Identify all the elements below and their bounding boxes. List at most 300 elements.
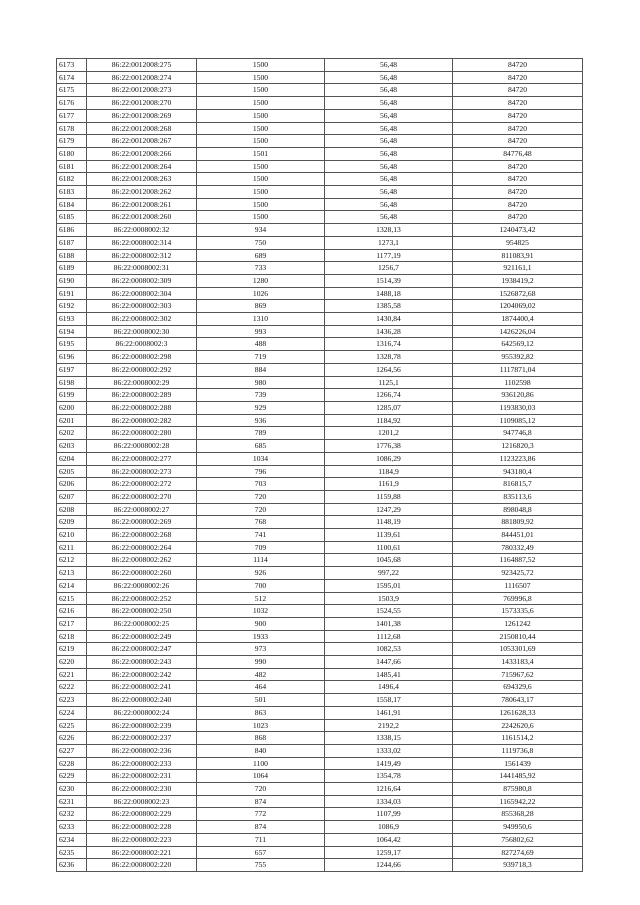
cadastral-number: 86:22:0008002:298 — [87, 351, 197, 364]
cadastral-value: 1165942,22 — [453, 795, 583, 808]
unit-value: 1436,28 — [325, 325, 453, 338]
cadastral-value: 1102598 — [453, 376, 583, 389]
cadastral-value: 642569,12 — [453, 338, 583, 351]
area-value: 1500 — [197, 173, 325, 186]
cadastral-number: 86:22:0008002:277 — [87, 452, 197, 465]
cadastral-value: 84720 — [453, 160, 583, 173]
cadastral-value: 855368,28 — [453, 808, 583, 821]
cadastral-number: 86:22:0012008:275 — [87, 59, 197, 72]
cadastral-number: 86:22:0008002:26 — [87, 579, 197, 592]
area-value: 980 — [197, 376, 325, 389]
table-row — [57, 338, 583, 351]
table-row — [57, 833, 583, 846]
unit-value: 1401,38 — [325, 617, 453, 630]
area-value: 1500 — [197, 186, 325, 199]
unit-value: 1148,19 — [325, 516, 453, 529]
cadastral-value: 756802,62 — [453, 833, 583, 846]
cadastral-value: 923425,72 — [453, 567, 583, 580]
row-number: 6219 — [57, 643, 87, 656]
cadastral-value: 84720 — [453, 71, 583, 84]
cadastral-number: 86:22:0008002:260 — [87, 567, 197, 580]
unit-value: 56,48 — [325, 84, 453, 97]
unit-value: 1064,42 — [325, 833, 453, 846]
row-number: 6230 — [57, 783, 87, 796]
row-number: 6183 — [57, 186, 87, 199]
area-value: 990 — [197, 656, 325, 669]
row-number: 6192 — [57, 300, 87, 313]
area-value: 1500 — [197, 198, 325, 211]
table-row — [57, 300, 583, 313]
cadastral-number: 86:22:0012008:260 — [87, 211, 197, 224]
row-number: 6187 — [57, 236, 87, 249]
table-row — [57, 605, 583, 618]
row-number: 6186 — [57, 224, 87, 237]
row-number: 6189 — [57, 262, 87, 275]
table-row — [57, 656, 583, 669]
row-number: 6223 — [57, 694, 87, 707]
table-row — [57, 389, 583, 402]
cadastral-number: 86:22:0008002:249 — [87, 630, 197, 643]
row-number: 6195 — [57, 338, 87, 351]
table-row — [57, 668, 583, 681]
area-value: 874 — [197, 821, 325, 834]
area-value: 700 — [197, 579, 325, 592]
unit-value: 1485,41 — [325, 668, 453, 681]
row-number: 6215 — [57, 592, 87, 605]
unit-value: 1328,78 — [325, 351, 453, 364]
cadastral-number: 86:22:0008002:220 — [87, 859, 197, 872]
table-row — [57, 846, 583, 859]
row-number: 6197 — [57, 363, 87, 376]
row-number: 6203 — [57, 440, 87, 453]
unit-value: 56,48 — [325, 97, 453, 110]
cadastral-number: 86:22:0012008:264 — [87, 160, 197, 173]
table-row — [57, 770, 583, 783]
row-number: 6204 — [57, 452, 87, 465]
area-value: 750 — [197, 236, 325, 249]
unit-value: 1086,9 — [325, 821, 453, 834]
cadastral-number: 86:22:0008002:304 — [87, 287, 197, 300]
cadastral-value: 954825 — [453, 236, 583, 249]
unit-value: 1333,02 — [325, 744, 453, 757]
area-value: 1100 — [197, 757, 325, 770]
cadastral-number: 86:22:0012008:268 — [87, 122, 197, 135]
unit-value: 1259,17 — [325, 846, 453, 859]
cadastral-number: 86:22:0008002:236 — [87, 744, 197, 757]
row-number: 6214 — [57, 579, 87, 592]
cadastral-value: 844451,01 — [453, 529, 583, 542]
row-number: 6199 — [57, 389, 87, 402]
unit-value: 1488,18 — [325, 287, 453, 300]
cadastral-number: 86:22:0008002:309 — [87, 274, 197, 287]
area-value: 789 — [197, 427, 325, 440]
unit-value: 1430,84 — [325, 313, 453, 326]
row-number: 6176 — [57, 97, 87, 110]
area-value: 796 — [197, 465, 325, 478]
row-number: 6222 — [57, 681, 87, 694]
cadastral-number: 86:22:0008002:241 — [87, 681, 197, 694]
cadastral-value: 1261242 — [453, 617, 583, 630]
row-number: 6191 — [57, 287, 87, 300]
row-number: 6234 — [57, 833, 87, 846]
table-row — [57, 97, 583, 110]
row-number: 6201 — [57, 414, 87, 427]
cadastral-value: 715967,62 — [453, 668, 583, 681]
cadastral-value: 943180,4 — [453, 465, 583, 478]
row-number: 6208 — [57, 503, 87, 516]
unit-value: 1419,49 — [325, 757, 453, 770]
cadastral-value: 1216820,3 — [453, 440, 583, 453]
row-number: 6207 — [57, 490, 87, 503]
table-row — [57, 262, 583, 275]
area-value: 973 — [197, 643, 325, 656]
table-row — [57, 198, 583, 211]
unit-value: 1316,74 — [325, 338, 453, 351]
cadastral-value: 84720 — [453, 122, 583, 135]
area-value: 869 — [197, 300, 325, 313]
cadastral-number: 86:22:0008002:23 — [87, 795, 197, 808]
cadastral-value: 811083,91 — [453, 249, 583, 262]
cadastral-value: 936120,86 — [453, 389, 583, 402]
area-value: 711 — [197, 833, 325, 846]
table-row — [57, 681, 583, 694]
area-value: 934 — [197, 224, 325, 237]
table-row — [57, 224, 583, 237]
row-number: 6184 — [57, 198, 87, 211]
area-value: 720 — [197, 503, 325, 516]
area-value: 703 — [197, 478, 325, 491]
area-value: 755 — [197, 859, 325, 872]
area-value: 1026 — [197, 287, 325, 300]
table-row — [57, 147, 583, 160]
table-row — [57, 313, 583, 326]
area-value: 1500 — [197, 71, 325, 84]
unit-value: 1184,9 — [325, 465, 453, 478]
table-row — [57, 135, 583, 148]
cadastral-value: 1426226,04 — [453, 325, 583, 338]
table-row — [57, 630, 583, 643]
row-number: 6188 — [57, 249, 87, 262]
cadastral-number: 86:22:0008002:233 — [87, 757, 197, 770]
area-value: 482 — [197, 668, 325, 681]
unit-value: 1256,7 — [325, 262, 453, 275]
area-value: 741 — [197, 529, 325, 542]
area-value: 840 — [197, 744, 325, 757]
unit-value: 56,48 — [325, 211, 453, 224]
table-row — [57, 236, 583, 249]
cadastral-value: 769996,8 — [453, 592, 583, 605]
table-row — [57, 744, 583, 757]
area-value: 1501 — [197, 147, 325, 160]
cadastral-value: 947746,8 — [453, 427, 583, 440]
area-value: 739 — [197, 389, 325, 402]
unit-value: 1496,4 — [325, 681, 453, 694]
cadastral-number: 86:22:0008002:32 — [87, 224, 197, 237]
unit-value: 56,48 — [325, 71, 453, 84]
cadastral-value: 1119736,8 — [453, 744, 583, 757]
cadastral-value: 1116507 — [453, 579, 583, 592]
row-number: 6181 — [57, 160, 87, 173]
area-value: 501 — [197, 694, 325, 707]
cadastral-number: 86:22:0008002:25 — [87, 617, 197, 630]
cadastral-value: 816815,7 — [453, 478, 583, 491]
row-number: 6179 — [57, 135, 87, 148]
area-value: 488 — [197, 338, 325, 351]
cadastral-number: 86:22:0008002:242 — [87, 668, 197, 681]
unit-value: 1447,66 — [325, 656, 453, 669]
table-row — [57, 795, 583, 808]
row-number: 6193 — [57, 313, 87, 326]
unit-value: 1328,13 — [325, 224, 453, 237]
cadastral-value: 1161514,2 — [453, 732, 583, 745]
row-number: 6194 — [57, 325, 87, 338]
row-number: 6182 — [57, 173, 87, 186]
area-value: 709 — [197, 541, 325, 554]
row-number: 6216 — [57, 605, 87, 618]
table-row — [57, 516, 583, 529]
table-row — [57, 757, 583, 770]
cadastral-number: 86:22:0008002:250 — [87, 605, 197, 618]
cadastral-number: 86:22:0008002:221 — [87, 846, 197, 859]
unit-value: 1139,61 — [325, 529, 453, 542]
area-value: 1500 — [197, 135, 325, 148]
cadastral-value: 1117871,04 — [453, 363, 583, 376]
row-number: 6177 — [57, 109, 87, 122]
area-value: 936 — [197, 414, 325, 427]
cadastral-value: 84720 — [453, 211, 583, 224]
cadastral-value: 1193830,03 — [453, 401, 583, 414]
table-row — [57, 643, 583, 656]
row-number: 6211 — [57, 541, 87, 554]
cadastral-value: 1938419,2 — [453, 274, 583, 287]
cadastral-value: 1123223,86 — [453, 452, 583, 465]
table-row — [57, 274, 583, 287]
cadastral-value: 875980,8 — [453, 783, 583, 796]
area-value: 719 — [197, 351, 325, 364]
cadastral-number: 86:22:0008002:3 — [87, 338, 197, 351]
table-row — [57, 465, 583, 478]
area-value: 1310 — [197, 313, 325, 326]
area-value: 874 — [197, 795, 325, 808]
unit-value: 1385,58 — [325, 300, 453, 313]
unit-value: 1086,29 — [325, 452, 453, 465]
table-row — [57, 376, 583, 389]
table-row — [57, 821, 583, 834]
unit-value: 1125,1 — [325, 376, 453, 389]
row-number: 6174 — [57, 71, 87, 84]
row-number: 6185 — [57, 211, 87, 224]
table-row — [57, 859, 583, 872]
cadastral-number: 86:22:0008002:303 — [87, 300, 197, 313]
cadastral-number: 86:22:0012008:261 — [87, 198, 197, 211]
unit-value: 1177,19 — [325, 249, 453, 262]
table-row — [57, 452, 583, 465]
unit-value: 1112,68 — [325, 630, 453, 643]
table-row — [57, 694, 583, 707]
table-row — [57, 160, 583, 173]
row-number: 6180 — [57, 147, 87, 160]
unit-value: 1184,92 — [325, 414, 453, 427]
table-row — [57, 59, 583, 72]
area-value: 929 — [197, 401, 325, 414]
cadastral-number: 86:22:0008002:239 — [87, 719, 197, 732]
cadastral-value: 780332,49 — [453, 541, 583, 554]
cadastral-value: 84720 — [453, 84, 583, 97]
cadastral-value-table — [56, 58, 583, 872]
cadastral-number: 86:22:0008002:264 — [87, 541, 197, 554]
unit-value: 1595,01 — [325, 579, 453, 592]
unit-value: 1354,78 — [325, 770, 453, 783]
row-number: 6221 — [57, 668, 87, 681]
table-row — [57, 732, 583, 745]
row-number: 6175 — [57, 84, 87, 97]
table-row — [57, 211, 583, 224]
row-number: 6236 — [57, 859, 87, 872]
cadastral-value: 1561439 — [453, 757, 583, 770]
cadastral-number: 86:22:0008002:29 — [87, 376, 197, 389]
table-row — [57, 783, 583, 796]
unit-value: 1159,88 — [325, 490, 453, 503]
cadastral-value: 84720 — [453, 135, 583, 148]
unit-value: 1264,56 — [325, 363, 453, 376]
cadastral-number: 86:22:0012008:263 — [87, 173, 197, 186]
cadastral-number: 86:22:0008002:231 — [87, 770, 197, 783]
cadastral-value: 84720 — [453, 173, 583, 186]
area-value: 1933 — [197, 630, 325, 643]
cadastral-number: 86:22:0008002:268 — [87, 529, 197, 542]
table-row — [57, 617, 583, 630]
cadastral-number: 86:22:0008002:273 — [87, 465, 197, 478]
table-row — [57, 478, 583, 491]
row-number: 6232 — [57, 808, 87, 821]
cadastral-value: 84720 — [453, 97, 583, 110]
cadastral-value: 835113,6 — [453, 490, 583, 503]
area-value: 1032 — [197, 605, 325, 618]
cadastral-number: 86:22:0008002:240 — [87, 694, 197, 707]
cadastral-value: 1109085,12 — [453, 414, 583, 427]
unit-value: 1100,61 — [325, 541, 453, 554]
table-row — [57, 490, 583, 503]
row-number: 6200 — [57, 401, 87, 414]
table-row — [57, 592, 583, 605]
area-value: 926 — [197, 567, 325, 580]
table-row — [57, 71, 583, 84]
cadastral-number: 86:22:0012008:270 — [87, 97, 197, 110]
table-row — [57, 503, 583, 516]
cadastral-value: 881809,92 — [453, 516, 583, 529]
table-row — [57, 541, 583, 554]
unit-value: 56,48 — [325, 109, 453, 122]
area-value: 1500 — [197, 97, 325, 110]
cadastral-value: 694329,6 — [453, 681, 583, 694]
unit-value: 56,48 — [325, 160, 453, 173]
cadastral-value: 827274,69 — [453, 846, 583, 859]
table-row — [57, 719, 583, 732]
table-row — [57, 706, 583, 719]
cadastral-number: 86:22:0008002:252 — [87, 592, 197, 605]
table-row — [57, 122, 583, 135]
table-row — [57, 173, 583, 186]
cadastral-value: 84776,48 — [453, 147, 583, 160]
unit-value: 1524,55 — [325, 605, 453, 618]
cadastral-number: 86:22:0008002:237 — [87, 732, 197, 745]
cadastral-value: 1874400,4 — [453, 313, 583, 326]
cadastral-value: 1261628,33 — [453, 706, 583, 719]
row-number: 6173 — [57, 59, 87, 72]
cadastral-value: 955392,82 — [453, 351, 583, 364]
table-row — [57, 325, 583, 338]
cadastral-value: 84720 — [453, 59, 583, 72]
table-row — [57, 440, 583, 453]
cadastral-number: 86:22:0008002:292 — [87, 363, 197, 376]
area-value: 884 — [197, 363, 325, 376]
table-row — [57, 554, 583, 567]
table-row — [57, 579, 583, 592]
unit-value: 1161,9 — [325, 478, 453, 491]
row-number: 6212 — [57, 554, 87, 567]
row-number: 6178 — [57, 122, 87, 135]
row-number: 6205 — [57, 465, 87, 478]
cadastral-value: 1433183,4 — [453, 656, 583, 669]
cadastral-number: 86:22:0008002:289 — [87, 389, 197, 402]
cadastral-value: 84720 — [453, 186, 583, 199]
cadastral-value: 921161,1 — [453, 262, 583, 275]
area-value: 1500 — [197, 160, 325, 173]
area-value: 720 — [197, 490, 325, 503]
cadastral-value: 1053301,69 — [453, 643, 583, 656]
table-row — [57, 109, 583, 122]
area-value: 1500 — [197, 59, 325, 72]
area-value: 1023 — [197, 719, 325, 732]
cadastral-number: 86:22:0008002:243 — [87, 656, 197, 669]
unit-value: 56,48 — [325, 135, 453, 148]
cadastral-value: 84720 — [453, 109, 583, 122]
unit-value: 1273,1 — [325, 236, 453, 249]
table-row — [57, 363, 583, 376]
row-number: 6209 — [57, 516, 87, 529]
area-value: 1064 — [197, 770, 325, 783]
cadastral-number: 86:22:0012008:274 — [87, 71, 197, 84]
cadastral-number: 86:22:0008002:247 — [87, 643, 197, 656]
cadastral-number: 86:22:0008002:30 — [87, 325, 197, 338]
table-row — [57, 427, 583, 440]
cadastral-number: 86:22:0008002:31 — [87, 262, 197, 275]
unit-value: 1107,99 — [325, 808, 453, 821]
table-row — [57, 249, 583, 262]
area-value: 993 — [197, 325, 325, 338]
table-row — [57, 351, 583, 364]
cadastral-number: 86:22:0008002:223 — [87, 833, 197, 846]
table-row — [57, 186, 583, 199]
row-number: 6231 — [57, 795, 87, 808]
unit-value: 1216,64 — [325, 783, 453, 796]
unit-value: 1266,74 — [325, 389, 453, 402]
table-row — [57, 567, 583, 580]
unit-value: 1503,9 — [325, 592, 453, 605]
row-number: 6213 — [57, 567, 87, 580]
cadastral-value: 84720 — [453, 198, 583, 211]
area-value: 1280 — [197, 274, 325, 287]
cadastral-number: 86:22:0008002:229 — [87, 808, 197, 821]
cadastral-value: 939718,3 — [453, 859, 583, 872]
unit-value: 1045,68 — [325, 554, 453, 567]
cadastral-value: 1573335,6 — [453, 605, 583, 618]
area-value: 863 — [197, 706, 325, 719]
unit-value: 1461,91 — [325, 706, 453, 719]
cadastral-number: 86:22:0008002:28 — [87, 440, 197, 453]
area-value: 1034 — [197, 452, 325, 465]
row-number: 6202 — [57, 427, 87, 440]
